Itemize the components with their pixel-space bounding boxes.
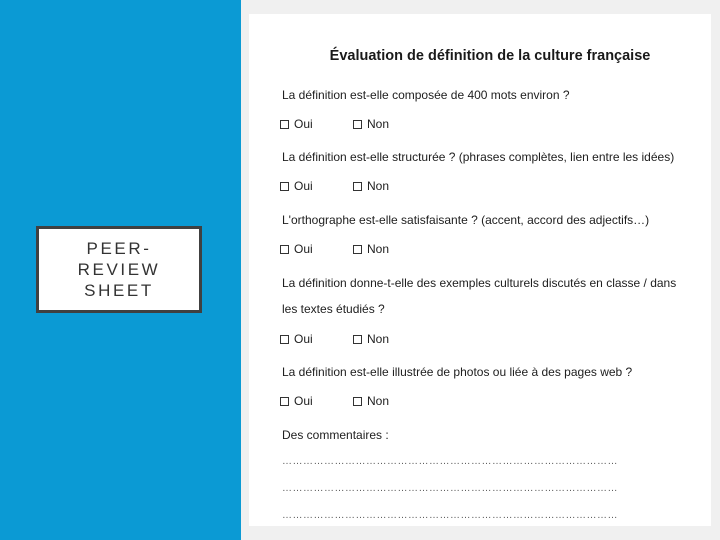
option-label: Non	[367, 332, 390, 346]
question-text: L'orthographe est-elle satisfaisante ? (accent, accord des adjectifs…)	[282, 213, 650, 227]
comment-line[interactable]: ……………………………………………………………………………………	[282, 483, 618, 494]
comment-line[interactable]: ……………………………………………………………………………………	[282, 456, 618, 467]
question-text: La définition est-elle composée de 400 mots environ ?	[282, 88, 570, 102]
checkbox[interactable]	[280, 245, 289, 254]
comment-line[interactable]: ……………………………………………………………………………………	[282, 510, 618, 521]
sheet-title: Évaluation de définition de la culture française	[329, 48, 651, 64]
checkbox[interactable]	[280, 397, 289, 406]
question-text: La définition est-elle structurée ? (phrases complètes, lien entre les idées)	[282, 150, 675, 164]
option-non[interactable]	[353, 242, 389, 256]
option-oui[interactable]	[280, 332, 313, 346]
slide-title: PEER-REVIEW SHEET	[77, 239, 161, 300]
question-options	[280, 179, 390, 193]
option-label: Non	[367, 242, 390, 256]
checkbox[interactable]	[353, 182, 362, 191]
option-non[interactable]	[353, 394, 389, 408]
checkbox[interactable]	[353, 335, 362, 344]
option-label: Oui	[294, 179, 313, 193]
evaluation-sheet	[249, 14, 711, 526]
checkbox[interactable]	[280, 335, 289, 344]
checkbox[interactable]	[353, 245, 362, 254]
option-label: Non	[367, 117, 390, 131]
question-text: La définition donne-t-elle des exemples culturels discutés en classe / dans les textes étudiés ?	[282, 276, 677, 316]
option-oui[interactable]	[280, 242, 313, 256]
question-options	[280, 242, 390, 256]
question-text: La définition est-elle illustrée de photos ou liée à des pages web ?	[282, 365, 633, 379]
question-options	[280, 332, 390, 346]
option-oui[interactable]	[280, 117, 313, 131]
question-options	[280, 117, 390, 131]
option-label: Non	[367, 394, 390, 408]
comments-label: Des commentaires :	[282, 428, 389, 442]
checkbox[interactable]	[280, 182, 289, 191]
option-label: Non	[367, 179, 390, 193]
checkbox[interactable]	[280, 120, 289, 129]
option-label: Oui	[294, 394, 313, 408]
option-non[interactable]	[353, 179, 389, 193]
option-non[interactable]	[353, 117, 389, 131]
slide-title-box	[36, 226, 202, 313]
checkbox[interactable]	[353, 397, 362, 406]
option-oui[interactable]	[280, 394, 313, 408]
option-non[interactable]	[353, 332, 389, 346]
option-oui[interactable]	[280, 179, 313, 193]
option-label: Oui	[294, 117, 313, 131]
option-label: Oui	[294, 332, 313, 346]
option-label: Oui	[294, 242, 313, 256]
question-options	[280, 394, 390, 408]
checkbox[interactable]	[353, 120, 362, 129]
